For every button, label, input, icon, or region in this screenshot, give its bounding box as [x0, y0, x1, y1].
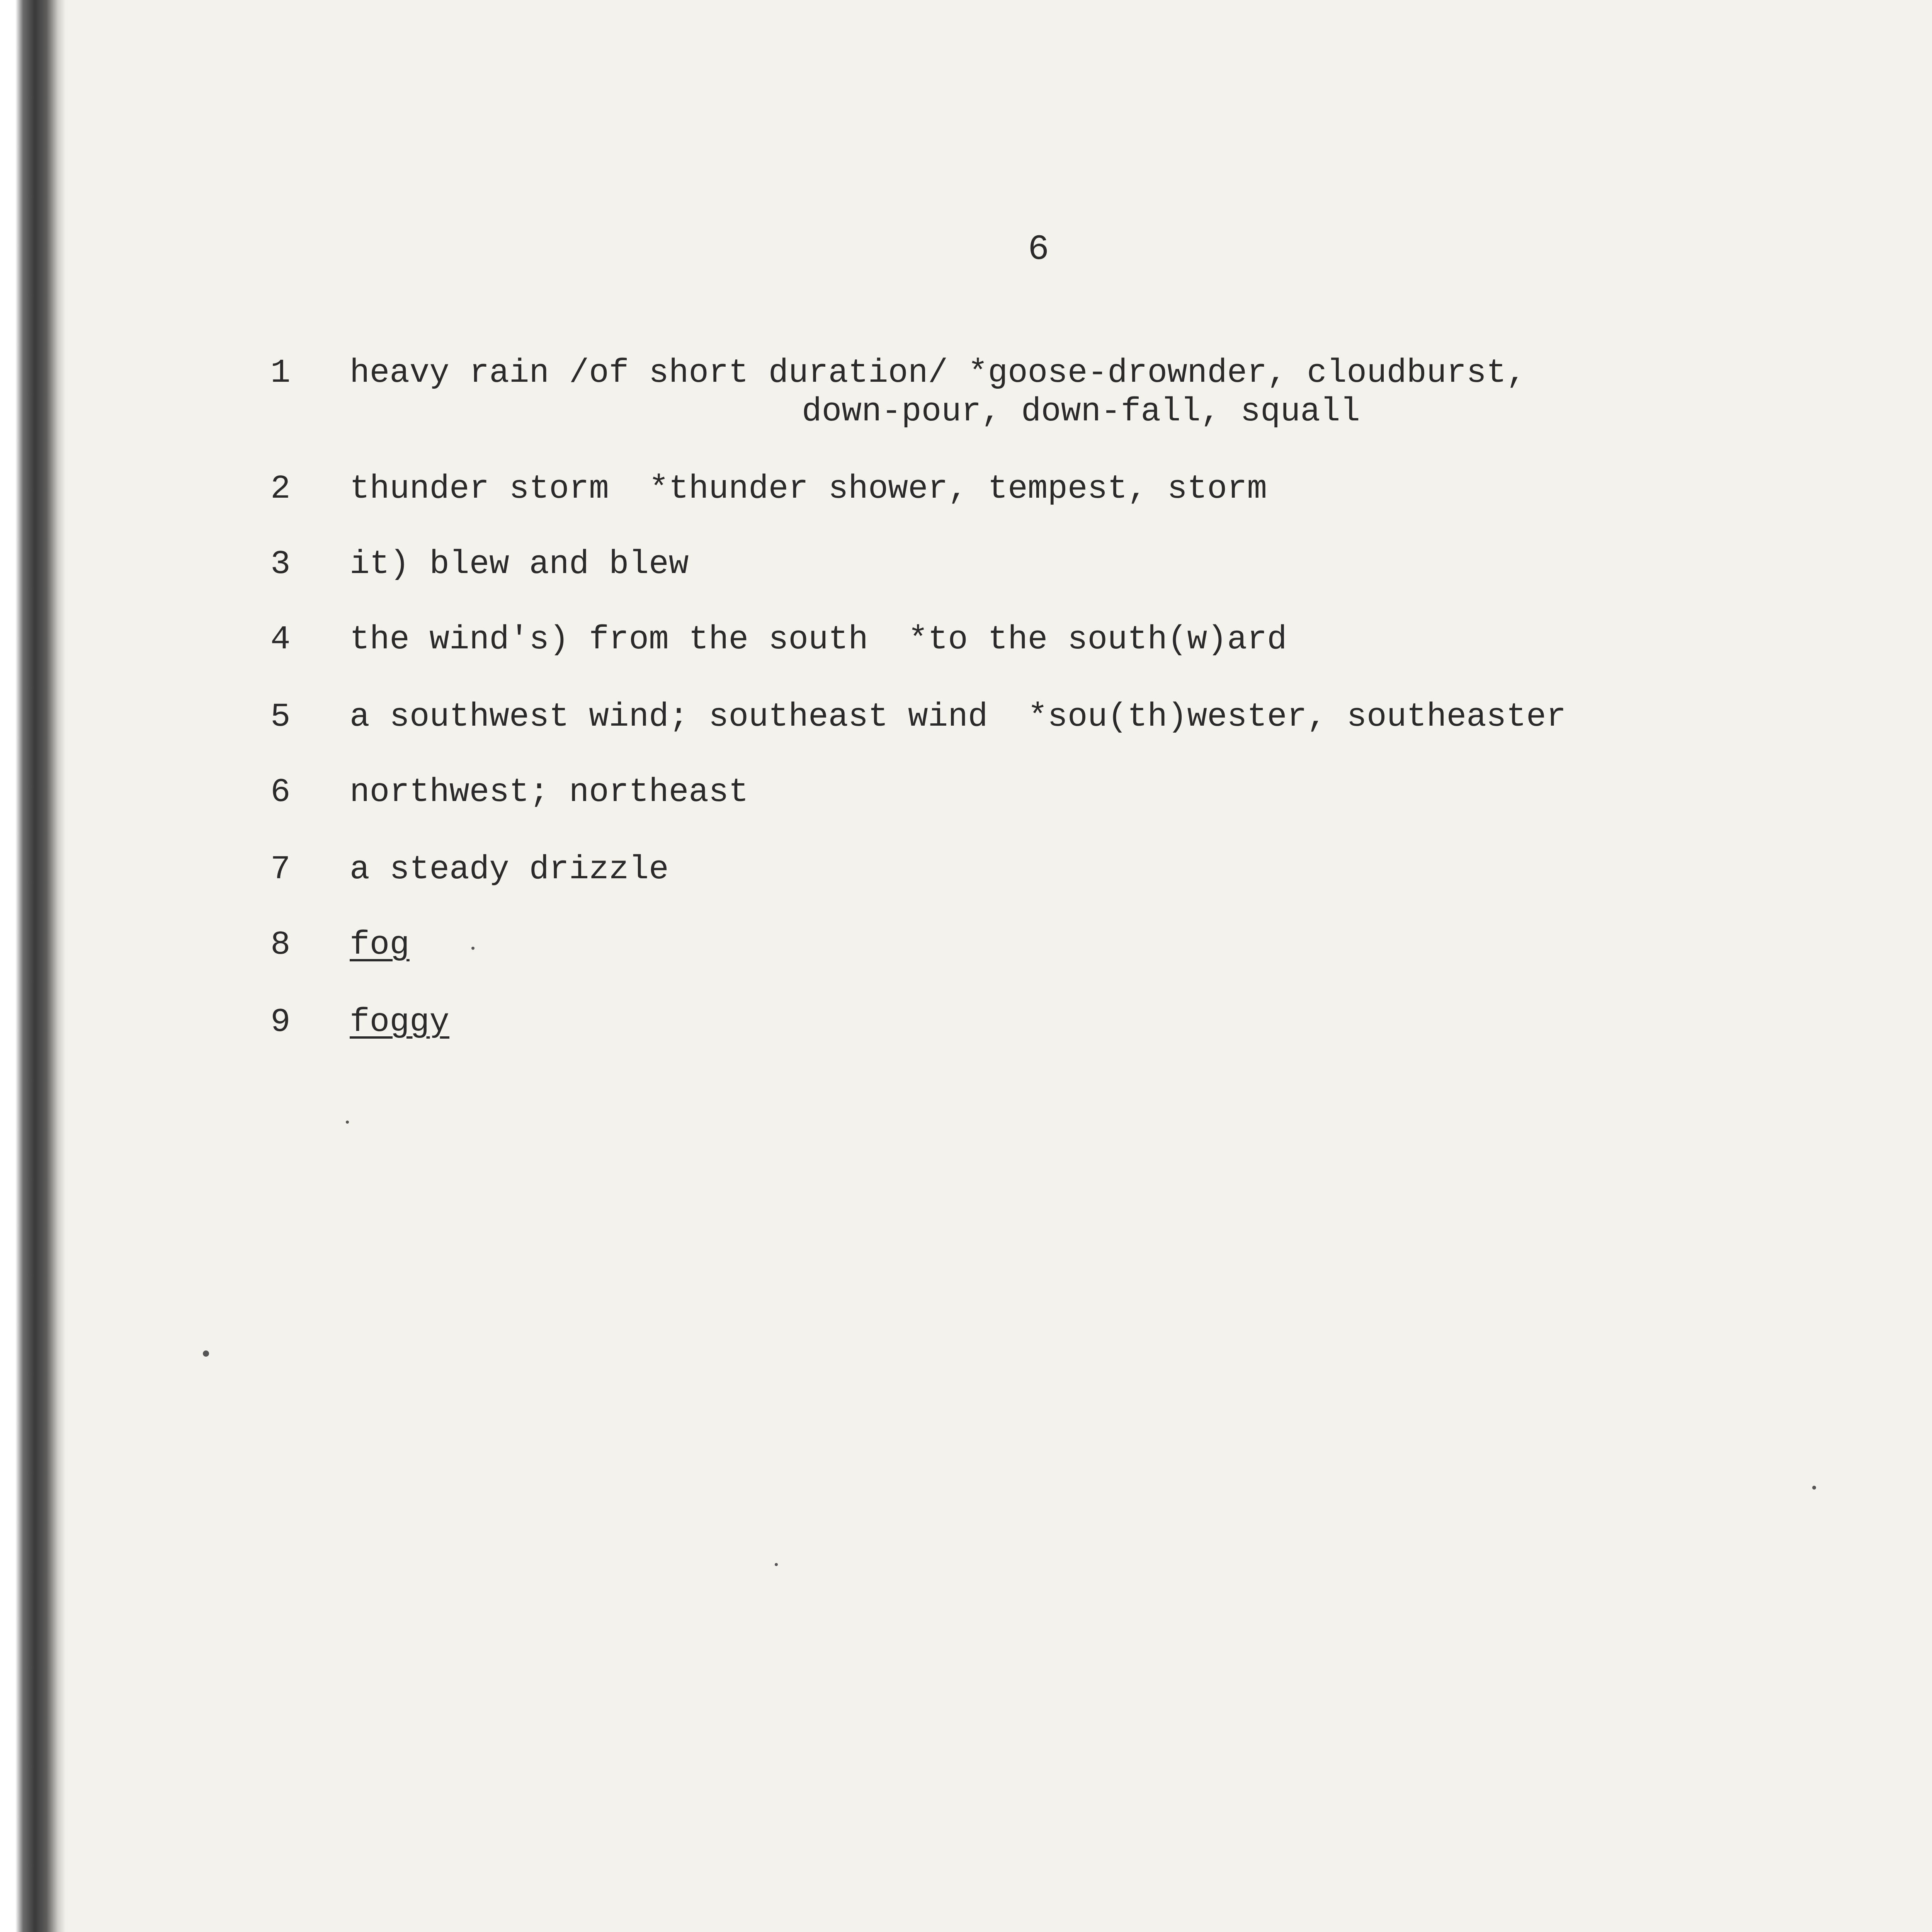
paper-speck — [775, 1563, 778, 1566]
item-text-continuation: down-pour, down-fall, squall — [802, 393, 1361, 430]
list-item-9 — [0, 1003, 1932, 1119]
item-number: 5 — [270, 698, 291, 736]
item-text: thunder storm *thunder shower, tempest, storm — [350, 470, 1267, 508]
item-number: 8 — [270, 926, 291, 964]
item-text: foggy — [350, 1003, 450, 1041]
item-text: a steady drizzle — [350, 850, 669, 888]
paper-speck — [1812, 1486, 1816, 1490]
item-number: 3 — [270, 545, 291, 583]
item-number: 4 — [270, 621, 291, 658]
paper-speck — [203, 1350, 209, 1357]
item-number: 7 — [270, 850, 291, 888]
item-number: 6 — [270, 773, 291, 811]
item-text: northwest; northeast — [350, 773, 749, 811]
paper-speck — [471, 947, 474, 950]
item-number: 2 — [270, 470, 291, 508]
item-text: it) blew and blew — [350, 545, 689, 583]
item-number: 1 — [270, 354, 291, 392]
paper-speck — [346, 1121, 349, 1124]
page-number: 6 — [1028, 229, 1049, 270]
item-text: heavy rain /of short duration/ *goose-drownder, cloudburst, — [350, 354, 1526, 392]
item-text: a southwest wind; southeast wind *sou(th)wester, southeaster — [350, 698, 1566, 736]
item-text: the wind's) from the south *to the south(w)ard — [350, 621, 1287, 658]
item-text: fog — [350, 926, 410, 964]
item-number: 9 — [270, 1003, 291, 1041]
